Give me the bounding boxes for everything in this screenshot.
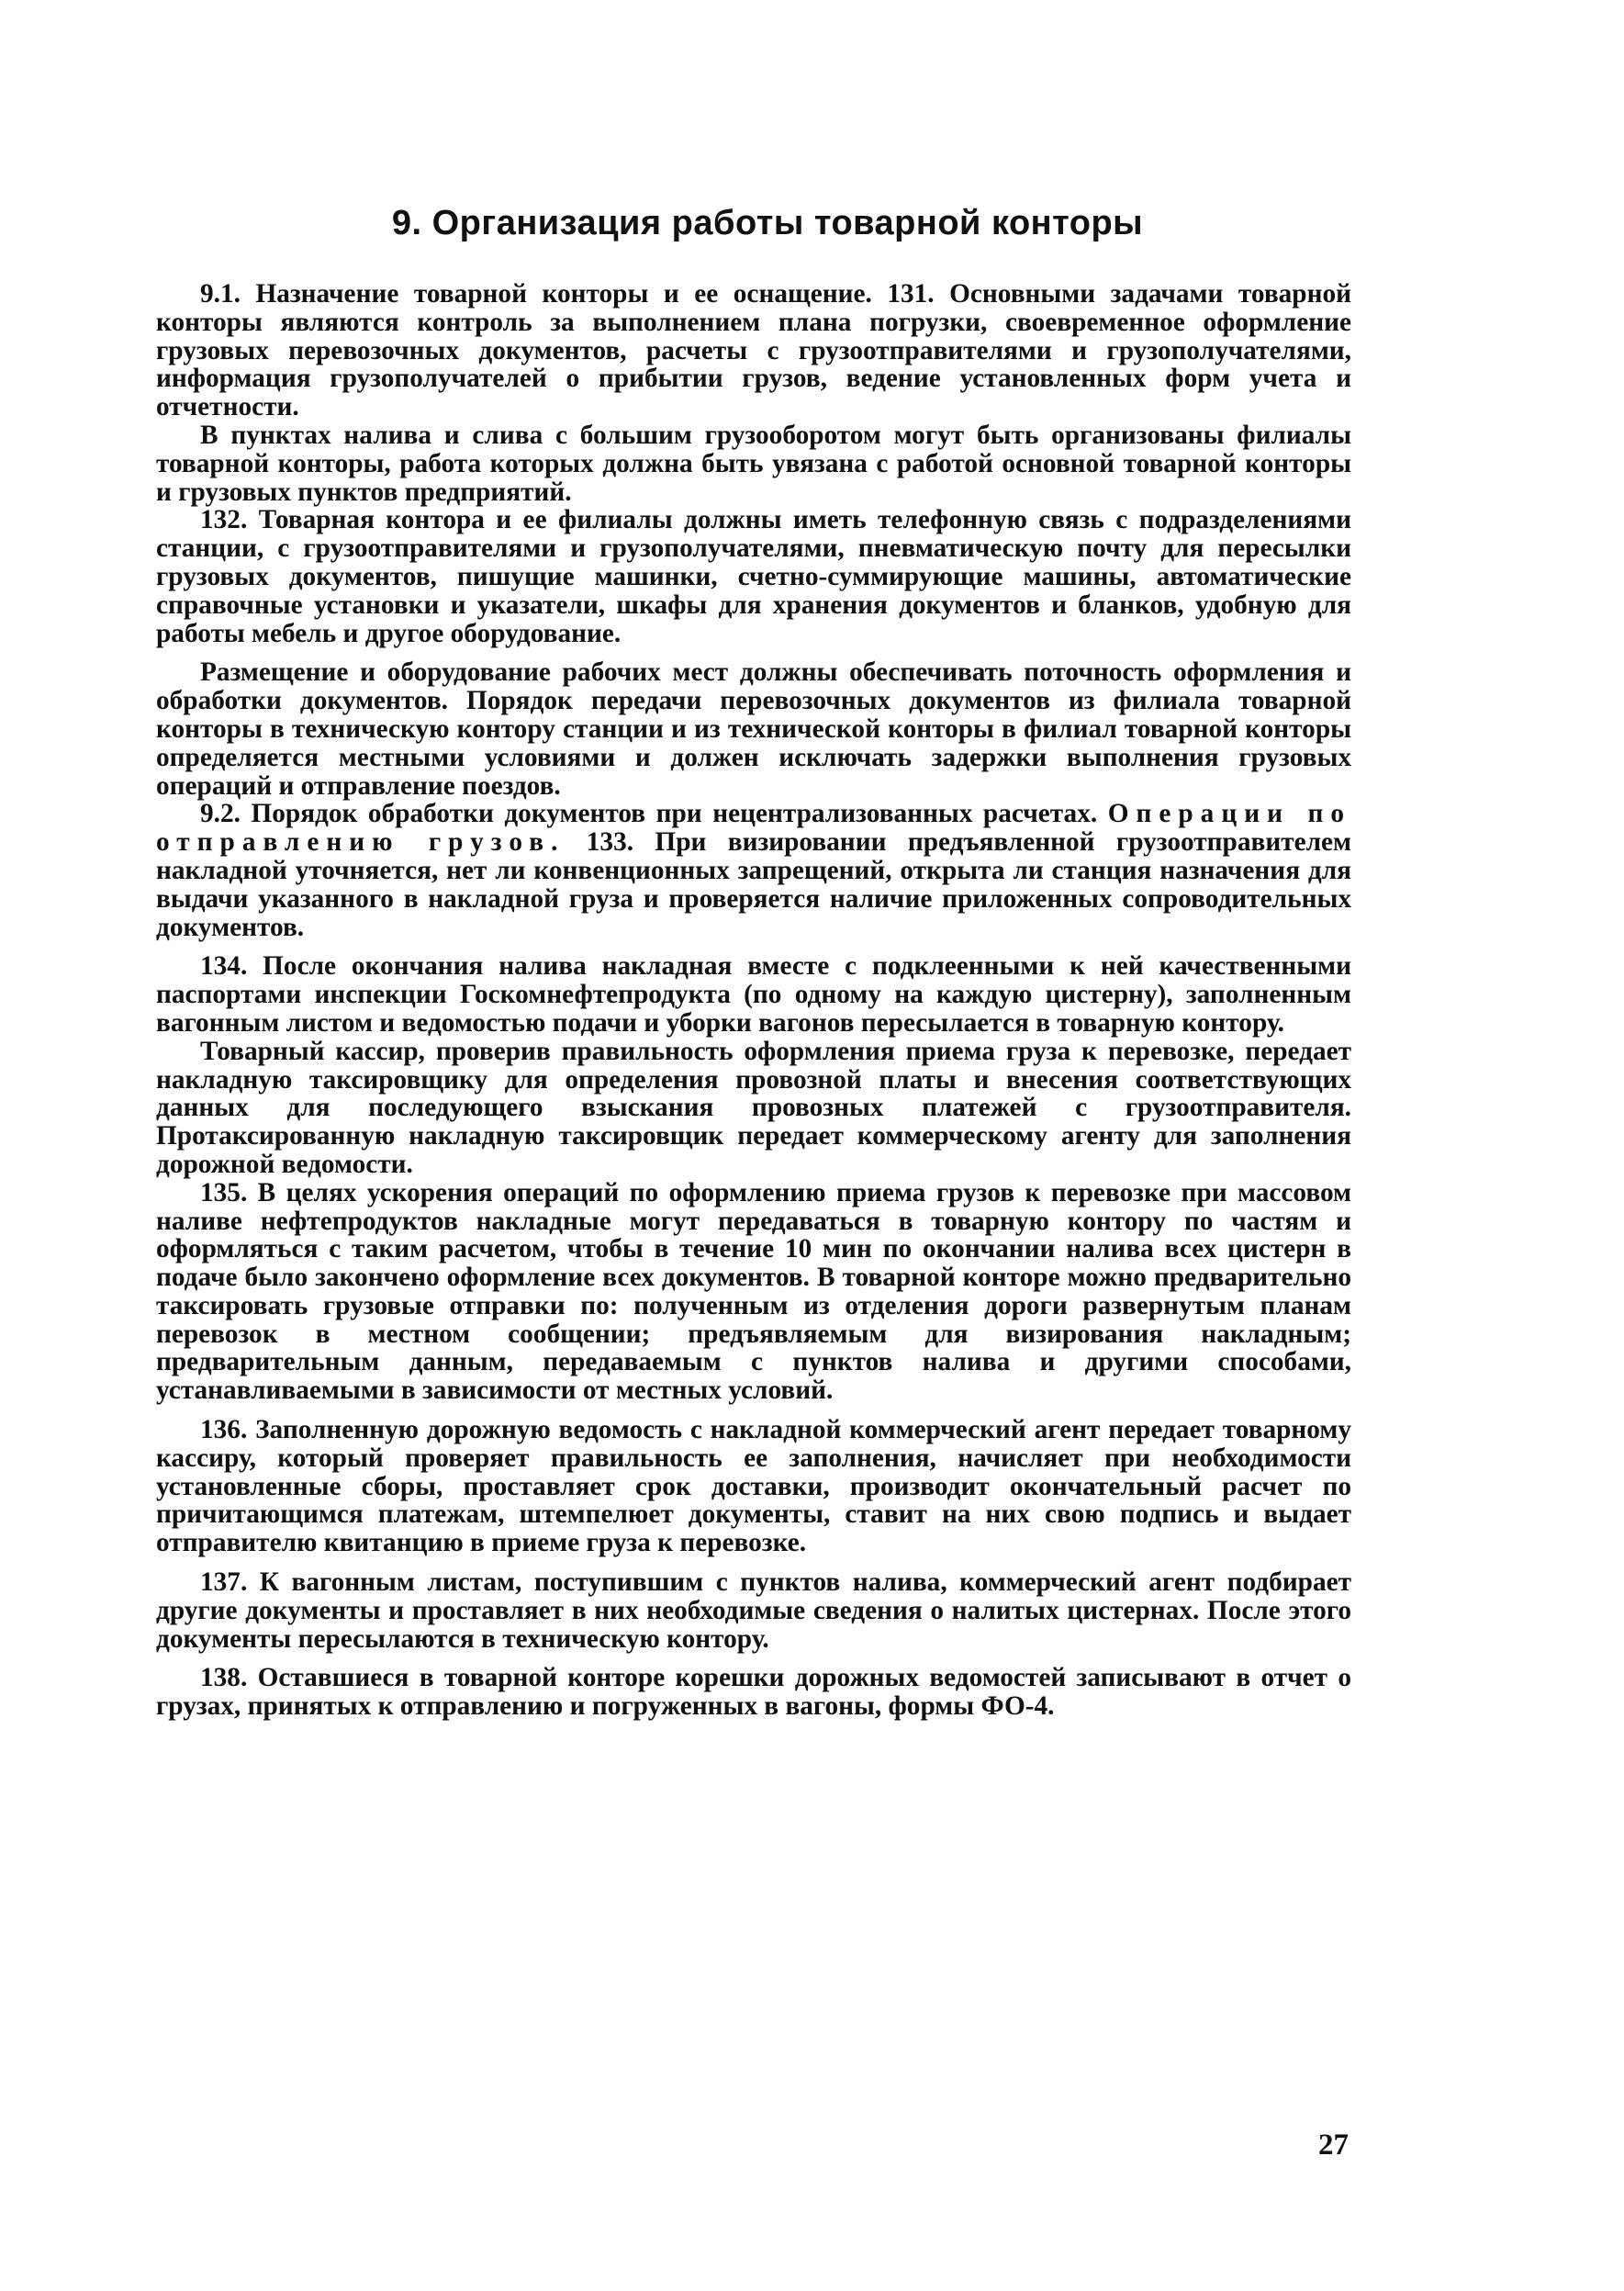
paragraph-135: 135. В целях ускорения операций по оформлению приема грузов к перевозке при массовом наливе нефтепродуктов накладные могут передаваться в товарную контору по частям и оформляться с таким расчетом, чтобы в течение 10 мин по окончании налива всех цистерн в подаче было закончено оформление всех документов. В товарной конторе можно предварительно таксировать грузовые отправки по: полученным из отделения дороги развернутым планам перевозок в местном сообщении; предъявляемым для визирования накладным; предварительным данным, передаваемым с пунктов налива и другими способами, устанавливаемыми в зависимости от местных условий. bbox=[156, 1177, 1351, 1406]
subsection-title-9-2: 9.2. Порядок обработки документов при нецентрализованных расчетах. bbox=[200, 799, 1098, 829]
section-heading: 9. Организация работы товарной конторы bbox=[391, 204, 1144, 242]
paragraph-branches: В пунктах налива и слива с большим грузооборотом могут быть организованы филиалы товарной конторы, работа которых должна быть увязана с работой основной товарной конторы и грузовых пунктов предприятий. bbox=[156, 420, 1351, 507]
paragraph-workplaces: Размещение и оборудование рабочих мест должны обеспечивать поточность оформления и обработки документов. Порядок передачи перевозочных документов из филиала товарной конторы в техническую контору станции и из технической конторы в филиал товарной конторы определяется местными условиями и должен исключать задержки выполнения грузовых операций и отправление поездов. bbox=[156, 657, 1351, 801]
paragraph-137: 137. К вагонным листам, поступившим с пунктов налива, коммерческий агент подбирает другие документы и проставляет в них необходимые сведения о налитых цистернах. После этого документы пересылаются в техническую контору. bbox=[156, 1567, 1351, 1654]
paragraph-133 bbox=[156, 800, 1351, 941]
paragraph-136: 136. Заполненную дорожную ведомость с накладной коммерческий агент передает товарному кассиру, который проверяет правильность ее заполнения, начисляет при необходимости установленные сборы, проставляет срок доставки, производит окончательный расчет по причитающимся платежам, штемпелюет документы, ставит на них свою подпись и выдает отправителю квитанцию в приеме груза к перевозке. bbox=[156, 1415, 1351, 1558]
paragraph-cashier: Товарный кассир, проверив правильность оформления приема груза к перевозке, передает накладную таксировщику для определения провозной платы и внесения соответствующих данных для последующего взыскания провозных платежей с грузоотправителя. Протаксированную накладную таксировщик передает коммерческому агенту для заполнения дорожной ведомости. bbox=[156, 1036, 1351, 1179]
paragraph-131 bbox=[156, 280, 1351, 421]
page-number: 27 bbox=[1318, 2128, 1349, 2162]
subsection-title-9-1: 9.1. Назначение товарной конторы и ее оснащение. bbox=[200, 279, 872, 309]
paragraph-134: 134. После окончания налива накладная вместе с подклеенными к ней качественными паспортами инспекции Госкомнефтепродукта (по одному на каждую цистерну), заполненным вагонным листом и ведомостью подачи и уборки вагонов пересылается в товарную контору. bbox=[156, 951, 1351, 1038]
page-content bbox=[156, 204, 1351, 1721]
paragraph-133-text: 133. При визировании предъявленной грузоотправителем накладной уточняется, нет ли конвенционных запрещений, открыта ли станция назначения для выдачи указанного в накладной груза и проверяется наличие приложенных сопроводительных документов. bbox=[156, 827, 1351, 942]
paragraph-138: 138. Оставшиеся в товарной конторе корешки дорожных ведомостей записывают в отчет о грузах, принятых к отправлению и погруженных в вагоны, формы ФО-4. bbox=[156, 1663, 1351, 1722]
operations-subtitle: Операции по отправлению грузов. bbox=[156, 799, 1352, 858]
paragraph-132: 132. Товарная контора и ее филиалы должны иметь телефонную связь с подразделениями станции, с грузоотправителями и грузополучателями, пневматическую почту для пересылки грузовых документов, пишущие машинки, счетно-суммирующие машины, автоматические справочные установки и указатели, шкафы для хранения документов и бланков, удобную для работы мебель и другое оборудование. bbox=[156, 505, 1351, 648]
paragraph-131-text: 131. Основными задачами товарной конторы являются контроль за выполнением плана погрузки, своевременное оформление грузовых перевозочных документов, расчеты с грузоотправителями и грузополучателями, информация грузополучателей о прибытии грузов, ведение установленных форм учета и отчетности. bbox=[156, 279, 1351, 422]
